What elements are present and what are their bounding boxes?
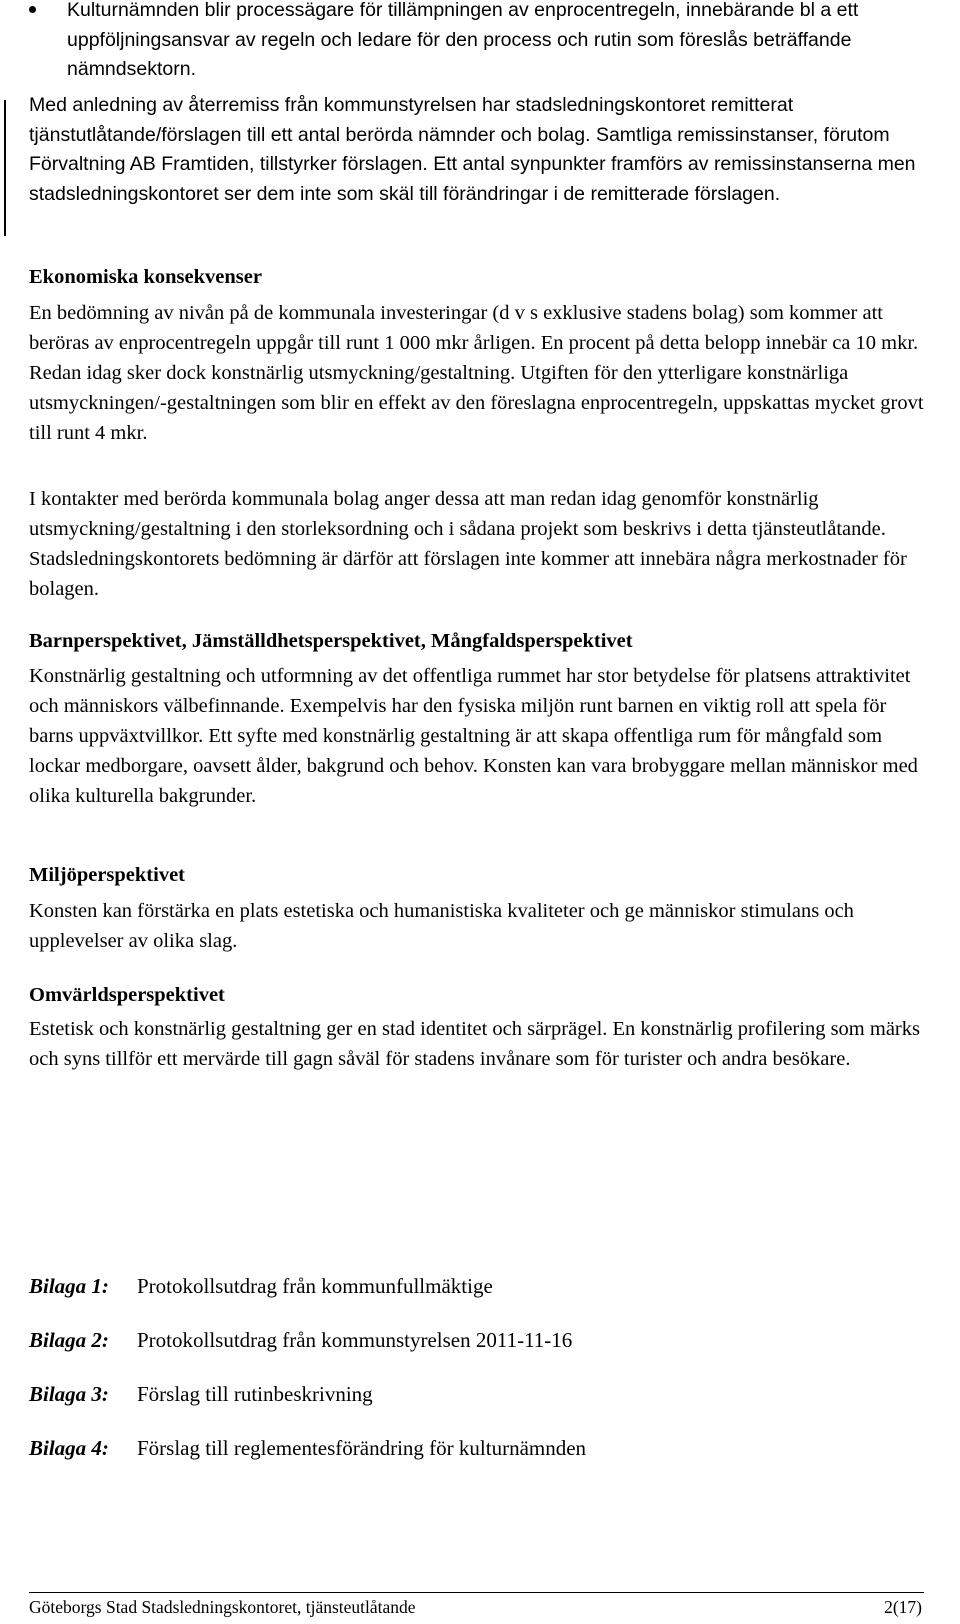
surroundings-paragraph: Estetisk och konstnärlig gestaltning ger en stad identitet och särprägel. En konstnärlig profilering som märks och syns tillför ett mervärde till gagn såväl för stadens invånare som för turister och andra besökare. (29, 1018, 920, 1070)
attachment-3 (29, 1379, 373, 1409)
attachment-text: Förslag till rutinbeskrivning (137, 1382, 373, 1406)
attachment-2 (29, 1325, 572, 1355)
attachment-4 (29, 1433, 586, 1463)
economy-paragraph-2: I kontakter med berörda kommunala bolag anger dessa att man redan idag genomför konstnärlig utsmyckning/gestaltning i den storleksordning och i sådana projekt som beskrivs i detta tjänsteutlåtande. Stadsledningskontorets bedömning är därför att förslagen inte kommer att innebära några merkostnader för bolagen. (29, 488, 907, 600)
perspectives-paragraph: Konstnärlig gestaltning och utformning av det offentliga rummet har stor betydelse för platsens attraktivitet och människors välbefinnande. Exempelvis har den fysiska miljön runt barnen en viktig roll att spela för barns uppväxtvillkor. Ett syfte med konstnärlig gestaltning är att skapa offentliga rum för mångfald som lockar medborgare, oavsett ålder, bakgrund och behov. Konsten kan vara brobyggare mellan människor med olika kulturella bakgrunder. (29, 665, 918, 807)
attachment-label: Bilaga 4: (29, 1436, 109, 1460)
attachment-label: Bilaga 2: (29, 1328, 109, 1352)
attachment-1 (29, 1271, 493, 1301)
bullet-text: Kulturnämnden blir processägare för tillämpningen av enprocentregeln, innebärande bl a ett uppföljningsansvar av regeln och ledare för den process och rutin som föreslås beträffande nämndsektorn. (67, 0, 859, 80)
attachment-text: Förslag till reglementesförändring för kulturnämnden (137, 1436, 587, 1460)
perspectives-heading: Barnperspektivet, Jämställdhetsperspektivet, Mångfaldsperspektivet (29, 630, 633, 652)
footer-left: Göteborgs Stad Stadsledningskontoret, tjänsteutlåtande (29, 1597, 416, 1617)
footer-divider (29, 1592, 924, 1593)
bullet-item (0, 0, 960, 86)
intro-paragraph: Med anledning av återremiss från kommunstyrelsen har stadsledningskontoret remitterat tjänstutlåtande/förslagen till ett antal berörda nämnder och bolag. Samtliga remissinstanser, förutom Förvaltning AB Framtiden, tillstyrker förslagen. Ett antal synpunkter framförs av remissinstanserna men stadsledningskontoret ser dem inte som skäl till förändringar i de remitterade förslagen. (29, 94, 916, 205)
economy-heading: Ekonomiska konsekvenser (29, 266, 262, 288)
revision-bar (4, 100, 6, 236)
page-number: 2(17) (884, 1597, 922, 1617)
attachment-label: Bilaga 1: (29, 1274, 109, 1298)
attachment-text: Protokollsutdrag från kommunstyrelsen 2011-11-16 (137, 1328, 573, 1352)
attachment-label: Bilaga 3: (29, 1382, 109, 1406)
bullet-icon (29, 6, 36, 13)
environment-heading: Miljöperspektivet (29, 864, 185, 886)
economy-paragraph-1: En bedömning av nivån på de kommunala investeringar (d v s exklusive stadens bolag) som kommer att beröras av enprocentregeln uppgår till runt 1 000 mkr årligen. En procent på detta belopp innebär ca 10 mkr. Redan idag sker dock konstnärlig utsmyckning/gestaltning. Utgiften för den ytterligare konstnärliga utsmyckningen/-gestaltningen som blir en effekt av den föreslagna enprocentregeln, uppskattas mycket grovt till runt 4 mkr. (29, 302, 924, 444)
attachment-text: Protokollsutdrag från kommunfullmäktige (137, 1274, 493, 1298)
surroundings-heading: Omvärldsperspektivet (29, 984, 225, 1006)
environment-paragraph: Konsten kan förstärka en plats estetiska och humanistiska kvaliteter och ge människor stimulans och upplevelser av olika slag. (29, 900, 854, 952)
